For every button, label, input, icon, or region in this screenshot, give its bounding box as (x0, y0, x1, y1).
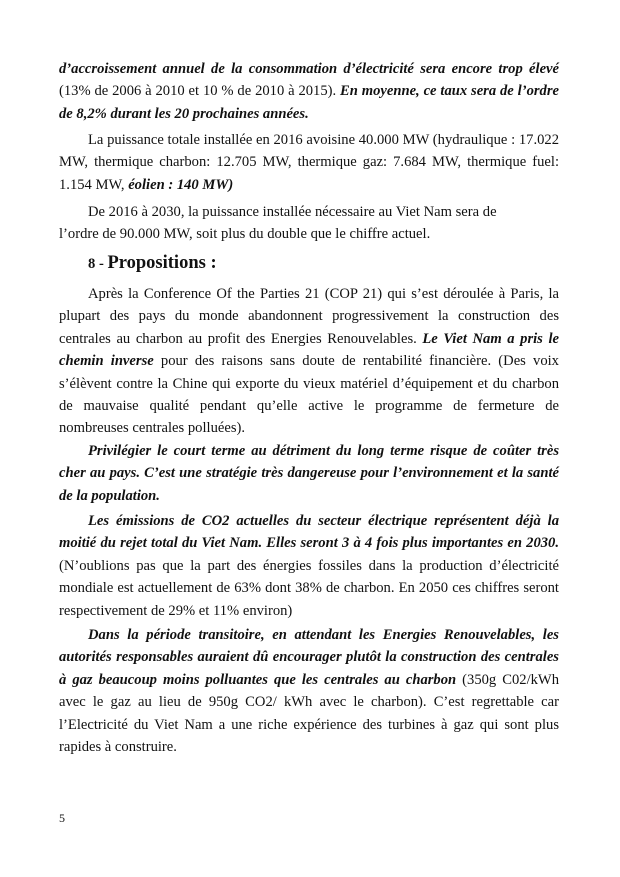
section-number: 8 - (88, 256, 108, 272)
body-text: Après la Conference Of the Parties 21 (COP 21) qui s’est déroulée à Paris, la plupart des pays du monde abandonnent progressivement la construction des centrales au charbon au profit des Energies Renouvelables. (59, 286, 559, 347)
emphasis-text: Les émissions de CO2 actuelles du secteur électrique représentent déjà la moitié du rejet total du Viet Nam. Elles seront 3 à 4 fois plus importantes en 2030. (59, 513, 559, 552)
paragraph-installed-capacity (59, 129, 559, 196)
emphasis-text: Dans la période transitoire, en attendant les Energies Renouvelables, les autorités responsables auraient dû encourager plutôt la construction des centrales à gaz beaucoup moins polluantes que les centrales au charbon (59, 627, 559, 688)
body-text: De 2016 à 2030, la puissance installée nécessaire au Viet Nam sera de (88, 204, 497, 220)
paragraph-cop21 (59, 283, 559, 440)
paragraph-capacity-2030 (59, 201, 559, 246)
emphasis-text: En moyenne, ce taux sera de l’ordre de 8,2% durant les 20 prochaines années. (59, 83, 559, 122)
emphasis-text: Le Viet Nam a pris le chemin inverse (59, 330, 559, 370)
emphasis-text: d’accroissement annuel de la consommation d’électricité sera encore trop élevé (59, 61, 559, 77)
body-text: (N’oublions pas que la part des énergies fossiles dans la production d’électricité mondiale est actuellement de 63% dont 38% de charbon. En 2050 ces chiffres seront respectivement de 29% et 11% environ) (59, 557, 559, 619)
paragraph-short-term (59, 440, 559, 507)
section-title: Propositions : (107, 253, 217, 273)
body-text: (350g C02/kWh avec le gaz au lieu de 950g CO2/ kWh avec le charbon). C’est regrettable car l’Electricité du Viet Nam a une riche expérience des turbines à gaz qui sont plus rapides à construire. (59, 671, 559, 756)
section-heading (88, 252, 217, 275)
body-text: pour des raisons sans doute de rentabilité financière. (Des voix s’élèvent contre la Chine qui exporte du vieux matériel d’équipement et du charbon de mauvaise qualité pendant qu’elle active le programme de fermeture de nombreuses centrales polluées). (59, 353, 559, 437)
paragraph-transition (59, 624, 559, 758)
paragraph-co2-emissions (59, 510, 559, 622)
emphasis-text: éolien : 140 MW) (128, 176, 234, 193)
emphasis-text: Privilégier le court terme au détriment du long terme risque de coûter très cher au pays. C’est une stratégie très dangereuse pour l’environnement et la santé de la population. (59, 443, 559, 504)
page-number: 5 (59, 811, 65, 825)
body-text: (13% de 2006 à 2010 et 10 % de 2010 à 2015). (59, 83, 341, 100)
body-text: La puissance totale installée en 2016 avoisine 40.000 MW (hydraulique : 17.022 MW, thermique charbon: 12.705 MW, thermique gaz: 7.684 MW, thermique fuel: 1.154 MW, (59, 132, 559, 193)
body-text: l’ordre de 90.000 MW, soit plus du double que le chiffre actuel. (59, 226, 431, 243)
paragraph-growth-rate (59, 58, 559, 125)
